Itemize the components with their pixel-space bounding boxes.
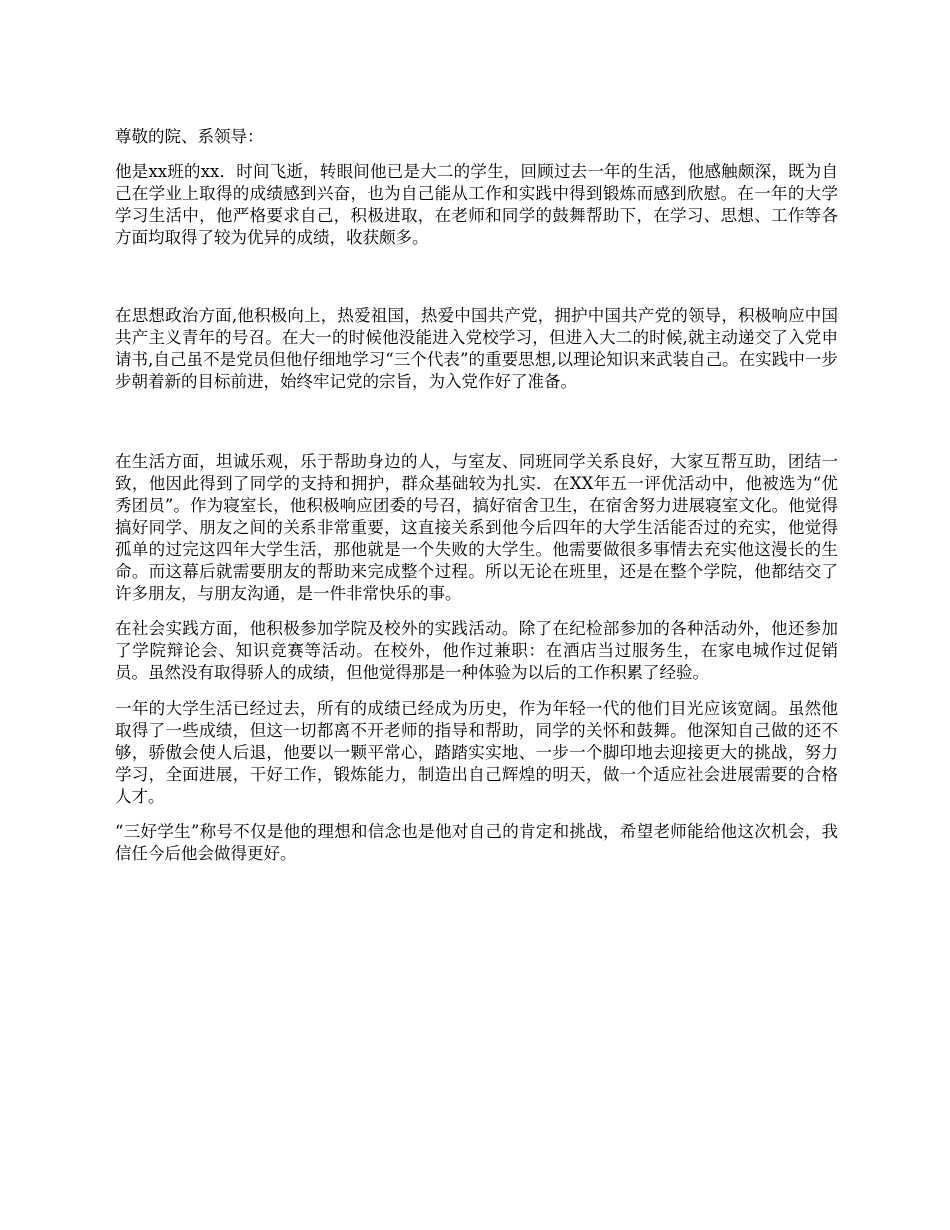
- paragraph-social-practice: 在社会实践方面，他积极参加学院及校外的实践活动。除了在纪检部参加的各种活动外，他还参加了学院辩论会、知识竞赛等活动。在校外，他作过兼职：在酒店当过服务生，在家电城作过促销员。虽然没有取得骄人的成绩，但他觉得那是一种体验为以后的工作积累了经验。: [115, 619, 838, 682]
- paragraph-intro: 他是xx班的xx．时间飞逝，转眼间他已是大二的学生，回顾过去一年的生活，他感触颇深，既为自己在学业上取得的成绩感到兴奋，也为自己能从工作和实践中得到锻炼而感到欣慰。在一年的大学学习生活中，他严格要求自己，积极进取，在老师和同学的鼓舞帮助下，在学习、思想、工作等各方面均取得了较为优异的成绩，收获颇多。: [115, 162, 838, 247]
- paragraph-summary: 一年的大学生活已经过去，所有的成绩已经成为历史，作为年轻一代的他们目光应该宽阔。虽然他取得了一些成绩，但这一切都离不开老师的指导和帮助，同学的关怀和鼓舞。他深知自己做的还不够，骄傲会使人后退，他要以一颗平常心，踏踏实实地、一步一个脚印地去迎接更大的挑战，努力学习，全面进展，干好工作，锻炼能力，制造出自己辉煌的明天，做一个适应社会进展需要的合格人才。: [115, 699, 838, 806]
- paragraph-politics: 在思想政治方面,他积极向上，热爱祖国，热爱中国共产党，拥护中国共产党的领导，积极响应中国共产主义青年的号召。在大一的时候他没能进入党校学习，但进入大二的时候,就主动递交了入党申请书,自己虽不是党员但他仔细地学习“三个代表”的重要思想,以理论知识来武装自己。在实践中一步步朝着新的目标前进，始终牢记党的宗旨，为入党作好了准备。: [115, 306, 838, 391]
- document-body: [115, 126, 838, 865]
- paragraph-life: 在生活方面，坦诚乐观，乐于帮助身边的人，与室友、同班同学关系良好，大家互帮互助，团结一致，他因此得到了同学的支持和拥护，群众基础较为扎实．在XX年五一评优活动中，他被选为“优秀团员”。作为寝室长，他积极响应团委的号召，搞好宿舍卫生，在宿舍努力进展寝室文化。他觉得搞好同学、朋友之间的关系非常重要，这直接关系到他今后四年的大学生活能否过的充实，他觉得孤单的过完这四年大学生活，那他就是一个失败的大学生。他需要做很多事情去充实他这漫长的生命。而这幕后就需要朋友的帮助来完成整个过程。所以无论在班里，还是在整个学院，他都结交了许多朋友，与朋友沟通，是一件非常快乐的事。: [115, 452, 838, 603]
- salutation: 尊敬的院、系领导：: [115, 127, 264, 146]
- paragraph-closing: “三好学生”称号不仅是他的理想和信念也是他对自己的肯定和挑战，希望老师能给他这次机会，我信任今后他会做得更好。: [115, 822, 838, 863]
